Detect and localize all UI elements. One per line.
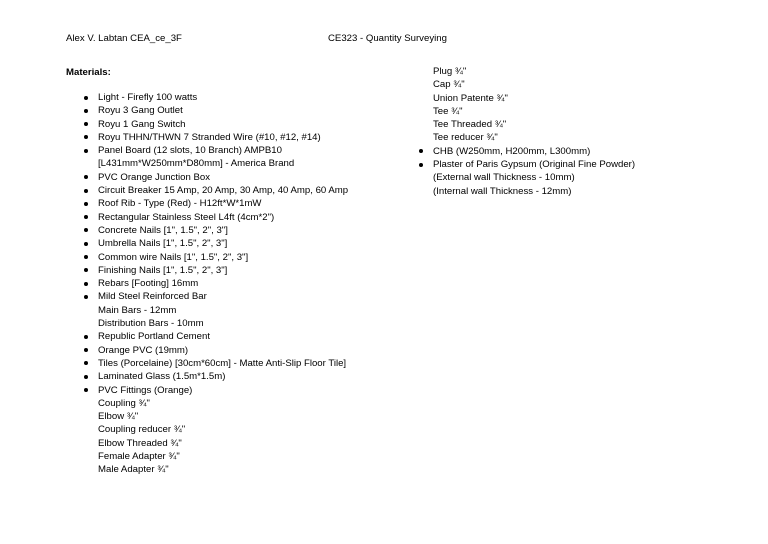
material-subitem: Male Adapter ¾" — [98, 464, 169, 476]
material-subitem: Elbow ¾" — [98, 411, 139, 423]
material-subitem: [L431mm*W250mm*D80mm] - America Brand — [98, 158, 295, 170]
material-subitem: (Internal wall Thickness - 12mm) — [433, 185, 572, 197]
material-item: Roof Rib - Type (Red) - H12ft*W*1mW — [98, 197, 348, 210]
materials-list-left — [98, 91, 348, 477]
material-item: Rebars [Footing] 16mm — [98, 277, 348, 290]
material-subitem: Plug ¾" — [433, 66, 467, 77]
material-item: Panel Board (12 slots, 10 Branch) AMPB10 — [98, 144, 348, 157]
material-subitem: Coupling reducer ¾" — [98, 424, 186, 436]
material-item: Mild Steel Reinforced Bar — [98, 290, 348, 303]
material-subitem: Tee ¾" — [433, 105, 463, 117]
material-item: Republic Portland Cement — [98, 330, 348, 343]
material-item: Royu 1 Gang Switch — [98, 118, 348, 131]
material-item: Umbrella Nails [1", 1.5", 2", 3"] — [98, 237, 348, 250]
material-subitem: Female Adapter ¾" — [98, 451, 180, 463]
material-item: PVC Fittings (Orange) — [98, 384, 348, 397]
material-item: Finishing Nails [1", 1.5", 2", 3"] — [98, 264, 348, 277]
material-item: Plaster of Paris Gypsum (Original Fine Powder) — [433, 159, 636, 171]
material-item: Royu 3 Gang Outlet — [98, 104, 348, 117]
material-subitem: Coupling ¾" — [98, 397, 150, 409]
material-item: Orange PVC (19mm) — [98, 344, 348, 357]
material-item: Circuit Breaker 15 Amp, 20 Amp, 30 Amp, 40 Amp, 60 Amp — [98, 185, 349, 197]
material-subitem: Cap ¾" — [433, 79, 465, 91]
material-subitem: Tee Threaded ¾" — [433, 119, 507, 131]
document-author: Alex V. Labtan CEA_ce_3F — [66, 33, 182, 44]
material-item: Light - Firefly 100 watts — [98, 91, 348, 104]
material-subitem: Main Bars - 12mm — [98, 304, 177, 316]
material-subitem: (External wall Thickness - 10mm) — [433, 172, 575, 184]
material-item: Rectangular Stainless Steel L4ft (4cm*2") — [98, 211, 348, 224]
material-item: Concrete Nails [1", 1.5", 2", 3"] — [98, 224, 348, 237]
material-subitem: Union Patente ¾" — [433, 92, 508, 104]
material-subitem: Distribution Bars - 10mm — [98, 318, 204, 330]
material-item: Laminated Glass (1.5m*1.5m) — [98, 370, 348, 383]
materials-list-right — [433, 65, 635, 198]
material-item: Common wire Nails [1", 1.5", 2", 3"] — [98, 251, 348, 264]
material-item: PVC Orange Junction Box — [98, 171, 348, 184]
document-course-title: CE323 - Quantity Surveying — [328, 33, 447, 44]
materials-heading: Materials: — [66, 67, 111, 78]
material-item: CHB (W250mm, H200mm, L300mm) — [433, 145, 635, 158]
material-subitem: Tee reducer ¾" — [433, 132, 498, 144]
material-subitem: Elbow Threaded ¾" — [98, 437, 182, 449]
material-item: Tiles (Porcelaine) [30cm*60cm] - Matte Anti-Slip Floor Tile] — [98, 357, 347, 369]
material-item: Royu THHN/THWN 7 Stranded Wire (#10, #12, #14) — [98, 131, 348, 144]
